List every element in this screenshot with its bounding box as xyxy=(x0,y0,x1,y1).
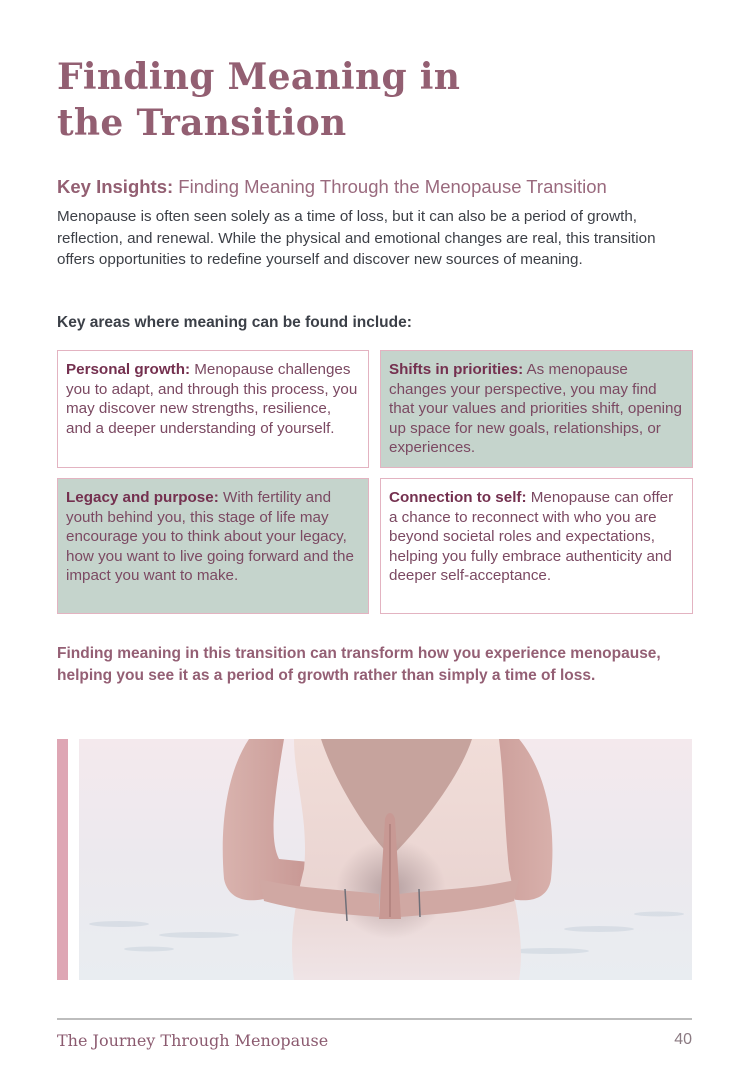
card-text: With fertility and youth behind you, this stage of life may encourage you to think about your legacy, how you want to live going forward and the impact you want to make. xyxy=(66,489,354,585)
card-shifts-in-priorities xyxy=(380,350,693,468)
card-connection-to-self xyxy=(380,478,693,614)
page-title: Finding Meaning in the Transition xyxy=(57,56,461,144)
footer-book-title: The Journey Through Menopause xyxy=(57,1031,329,1050)
card-label: Shifts in priorities: xyxy=(389,361,524,378)
page-number: 40 xyxy=(674,1031,692,1048)
card-personal-growth xyxy=(57,350,369,468)
photo-illustration xyxy=(79,739,692,980)
card-text: Menopause challenges you to adapt, and through this process, you may discover new strengths, resilience, and a deeper understanding of yourself. xyxy=(66,361,358,437)
intro-paragraph: Menopause is often seen solely as a time of loss, but it can also be a period of growth, reflection, and renewal. While the physical and emotional changes are real, this transition offers opportunities to redefine yourself and discover new sources of meaning. xyxy=(57,208,656,269)
card-label: Legacy and purpose: xyxy=(66,489,219,506)
yoga-photo xyxy=(79,739,692,980)
card-legacy-and-purpose xyxy=(57,478,369,614)
key-insights-subheading xyxy=(57,176,717,198)
footer-divider xyxy=(57,1018,692,1020)
subheading-label: Key Insights: xyxy=(57,176,174,197)
key-areas-heading: Key areas where meaning can be found include: xyxy=(57,314,412,331)
conclusion-paragraph: Finding meaning in this transition can transform how you experience menopause, helping you see it as a period of growth rather than simply a time of loss. xyxy=(57,645,661,684)
card-label: Personal growth: xyxy=(66,361,191,378)
card-text: As menopause changes your perspective, you may find that your values and priorities shift, opening up space for new goals, relationships, or experiences. xyxy=(389,361,682,457)
image-accent-bar xyxy=(57,739,68,980)
card-text: Menopause can offer a chance to reconnect with who you are beyond societal roles and expectations, helping you fully embrace authenticity and deeper self-acceptance. xyxy=(389,489,674,585)
card-label: Connection to self: xyxy=(389,489,527,506)
subheading-text: Finding Meaning Through the Menopause Transition xyxy=(173,176,607,197)
